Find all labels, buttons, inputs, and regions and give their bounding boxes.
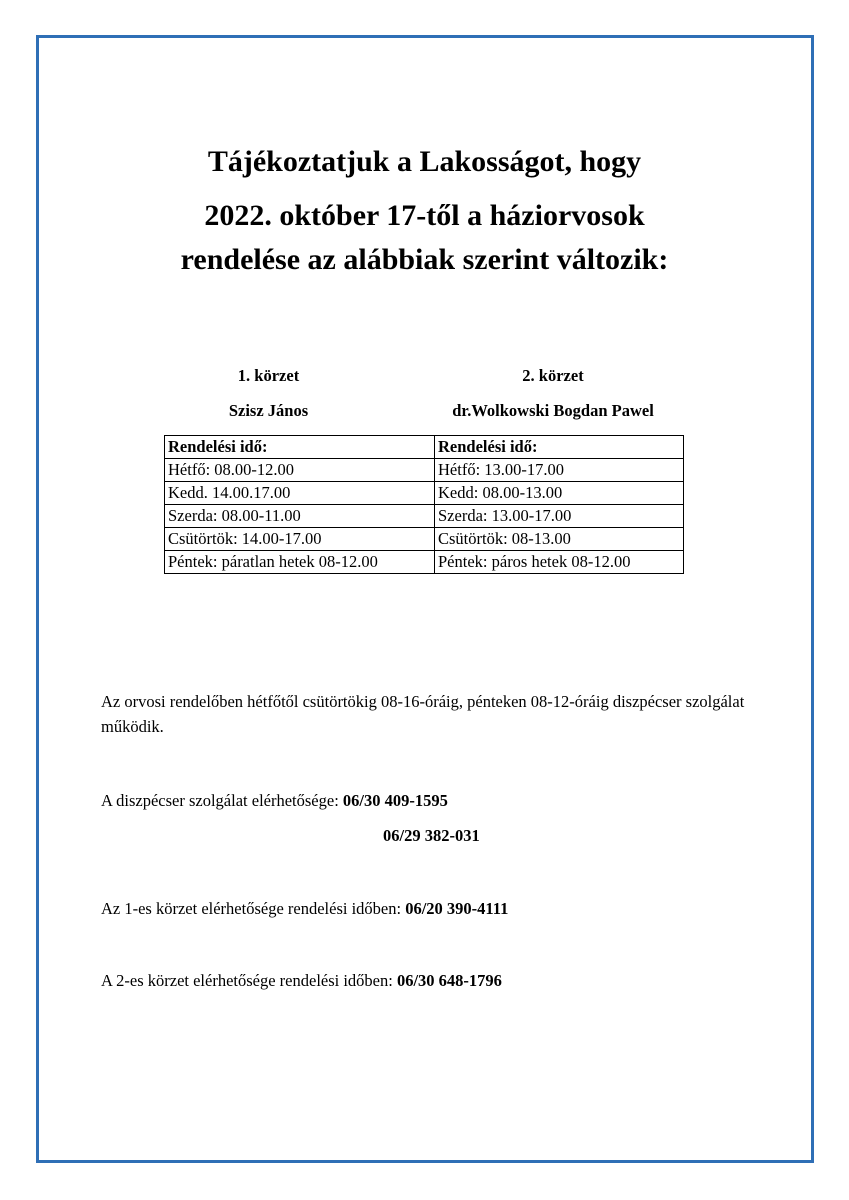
schedule-cell-right: Csütörtök: 08-13.00 bbox=[435, 528, 684, 551]
title-line-1: Tájékoztatjuk a Lakosságot, hogy bbox=[207, 145, 642, 178]
title-line-3: rendelése az alábbiak szerint változik: bbox=[180, 243, 669, 276]
dispatch-contact-label: A diszpécser szolgálat elérhetősége: bbox=[101, 791, 343, 810]
district-1-doctor: Szisz János bbox=[228, 401, 309, 420]
title-line-2: 2022. október 17-től a háziorvosok bbox=[204, 199, 645, 232]
dispatch-phone-1: 06/30 409-1595 bbox=[342, 791, 448, 810]
table-row bbox=[165, 528, 684, 551]
table-row bbox=[165, 459, 684, 482]
district-1-contact-label: Az 1-es körzet elérhetősége rendelési időben: bbox=[101, 899, 406, 918]
schedule-header-left: Rendelési idő: bbox=[165, 436, 435, 459]
district-2-phone: 06/30 648-1796 bbox=[396, 971, 502, 990]
schedule-cell-left: Péntek: páratlan hetek 08-12.00 bbox=[165, 551, 435, 574]
district-2-contact-line bbox=[101, 968, 761, 993]
schedule-header-row bbox=[165, 436, 684, 459]
district-2-doctor: dr.Wolkowski Bogdan Pawel bbox=[452, 401, 654, 420]
district-1-contact-line bbox=[101, 896, 761, 921]
schedule-cell-left: Szerda: 08.00-11.00 bbox=[165, 505, 435, 528]
dispatch-phone-2: 06/29 382-031 bbox=[383, 826, 480, 845]
table-row bbox=[165, 505, 684, 528]
schedule-table bbox=[164, 435, 684, 574]
district-2-heading: 2. körzet bbox=[522, 366, 584, 385]
schedule-cell-right: Hétfő: 13.00-17.00 bbox=[435, 459, 684, 482]
schedule-cell-right: Kedd: 08.00-13.00 bbox=[435, 482, 684, 505]
district-1-heading: 1. körzet bbox=[237, 366, 300, 385]
schedule-cell-right: Péntek: páros hetek 08-12.00 bbox=[435, 551, 684, 574]
schedule-cell-left: Csütörtök: 14.00-17.00 bbox=[165, 528, 435, 551]
district-2-contact-label: A 2-es körzet elérhetősége rendelési időben: bbox=[101, 971, 397, 990]
schedule-cell-right: Szerda: 13.00-17.00 bbox=[435, 505, 684, 528]
dispatch-contact-line bbox=[101, 788, 761, 813]
table-row bbox=[165, 551, 684, 574]
schedule-header-right: Rendelési idő: bbox=[435, 436, 684, 459]
table-row bbox=[165, 482, 684, 505]
schedule-cell-left: Hétfő: 08.00-12.00 bbox=[165, 459, 435, 482]
schedule-cell-left: Kedd. 14.00.17.00 bbox=[165, 482, 435, 505]
dispatch-hours-text: Az orvosi rendelőben hétfőtől csütörtökig 08-16-óráig, pénteken 08-12-óráig diszpécser szolgálat működik. bbox=[101, 692, 745, 736]
district-1-phone: 06/20 390-4111 bbox=[405, 899, 509, 918]
